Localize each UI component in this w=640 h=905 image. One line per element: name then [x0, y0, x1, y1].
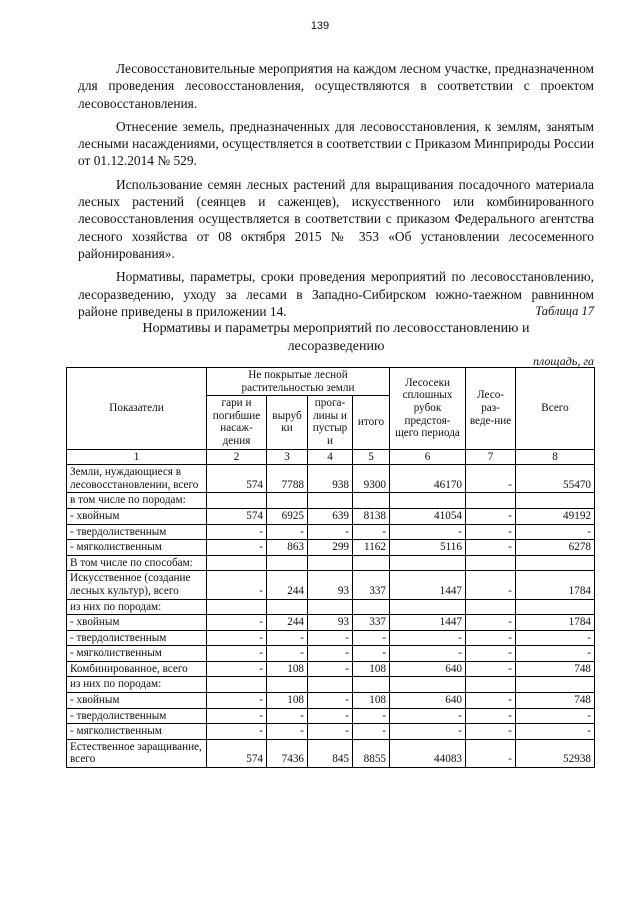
- table-cell: 299: [308, 540, 353, 556]
- table-cell: 6925: [267, 508, 308, 524]
- column-number-row: [67, 449, 595, 465]
- table-row: [67, 630, 595, 646]
- paragraph-2: Отнесение земель, предназначенных для лесовосстановления, к землям, занятым лесными насаждениями, осуществляется в соответствии с Приказом Минприроды России от 01.12.2014 № 529.: [78, 118, 594, 169]
- table-cell: [516, 555, 595, 571]
- header-glades: прога-лины и пустыр и: [308, 396, 353, 449]
- row-label: - мягколиственным: [67, 724, 207, 740]
- table-row: [67, 708, 595, 724]
- table-cell: [207, 493, 267, 509]
- table-cell: -: [466, 693, 516, 709]
- table-cell: [516, 493, 595, 509]
- table-cell: [353, 555, 390, 571]
- column-number: 3: [267, 449, 308, 465]
- table-cell: 44083: [390, 739, 466, 767]
- table-cell: [308, 493, 353, 509]
- column-number: 4: [308, 449, 353, 465]
- data-table: [66, 367, 595, 768]
- table-cell: [390, 493, 466, 509]
- table-cell: [267, 599, 308, 615]
- table-cell: -: [516, 724, 595, 740]
- row-label: - хвойным: [67, 693, 207, 709]
- table-cell: 244: [267, 615, 308, 631]
- row-label: В том числе по способам:: [67, 555, 207, 571]
- table-cell: -: [308, 524, 353, 540]
- table-cell: -: [516, 630, 595, 646]
- table-cell: 7788: [267, 465, 308, 493]
- column-number: 2: [207, 449, 267, 465]
- row-label: - хвойным: [67, 508, 207, 524]
- row-label: из них по породам:: [67, 677, 207, 693]
- table-cell: [390, 555, 466, 571]
- table-cell: -: [207, 661, 267, 677]
- table-cell: 748: [516, 693, 595, 709]
- table-cell: 93: [308, 571, 353, 599]
- body-text: [78, 60, 594, 326]
- row-label: в том числе по породам:: [67, 493, 207, 509]
- table-cell: 108: [353, 693, 390, 709]
- table-cell: 1447: [390, 615, 466, 631]
- header-afforestation: Лесо-раз-веде-ние: [466, 368, 516, 450]
- table-cell: -: [207, 571, 267, 599]
- table-cell: -: [466, 465, 516, 493]
- header-clearcuts: Лесосеки сплошных рубок предстоя-щего периода: [390, 368, 466, 450]
- row-label: из них по породам:: [67, 599, 207, 615]
- table-cell: -: [353, 524, 390, 540]
- paragraph-3: Использование семян лесных растений для выращивания посадочного материала лесных растений (сеянцев и саженцев), искусственного или комбинированного лесовосстановления осуществляется в соответствии с приказом Федерального агентства лесного хозяйства от 08 октября 2015 № 353 «Об установлении лесосеменного районирования».: [78, 176, 594, 261]
- row-label: - мягколиственным: [67, 646, 207, 662]
- table-cell: 1784: [516, 615, 595, 631]
- table-cell: 337: [353, 571, 390, 599]
- table-cell: -: [207, 646, 267, 662]
- table-row: [67, 508, 595, 524]
- table-cell: -: [390, 724, 466, 740]
- table-cell: 8855: [353, 739, 390, 767]
- table-cell: -: [207, 615, 267, 631]
- table-cell: [267, 555, 308, 571]
- table-cell: -: [466, 724, 516, 740]
- table-cell: -: [466, 661, 516, 677]
- row-label: - хвойным: [67, 615, 207, 631]
- row-label: Земли, нуждающиеся в лесовосстановлении, всего: [67, 465, 207, 493]
- table-cell: 640: [390, 693, 466, 709]
- table-cell: 863: [267, 540, 308, 556]
- table-cell: -: [390, 630, 466, 646]
- table-cell: -: [466, 708, 516, 724]
- table-cell: 108: [353, 661, 390, 677]
- row-label: - твердолиственным: [67, 630, 207, 646]
- table-cell: -: [353, 708, 390, 724]
- table-cell: [267, 493, 308, 509]
- table-cell: 52938: [516, 739, 595, 767]
- table-cell: -: [390, 708, 466, 724]
- table-cell: -: [267, 708, 308, 724]
- table-cell: [207, 677, 267, 693]
- table-row: [67, 493, 595, 509]
- table-row: [67, 540, 595, 556]
- table-cell: -: [466, 630, 516, 646]
- table-cell: -: [308, 708, 353, 724]
- table-cell: -: [466, 646, 516, 662]
- table-cell: -: [308, 630, 353, 646]
- table-row: [67, 693, 595, 709]
- table-cell: 8138: [353, 508, 390, 524]
- table-cell: 640: [390, 661, 466, 677]
- table-cell: 244: [267, 571, 308, 599]
- table-cell: 93: [308, 615, 353, 631]
- table-row: [67, 677, 595, 693]
- table-cell: -: [353, 724, 390, 740]
- column-number: 6: [390, 449, 466, 465]
- table-label: Таблица 17: [535, 304, 594, 318]
- table-cell: [353, 493, 390, 509]
- table-cell: 574: [207, 508, 267, 524]
- table-cell: -: [267, 646, 308, 662]
- table-row: [67, 724, 595, 740]
- paragraph-1: Лесовосстановительные мероприятия на каждом лесном участке, предназначенном для проведения лесовосстановления, осуществляются в соответствии с проектом лесовосстановления.: [78, 61, 594, 111]
- table-cell: 574: [207, 465, 267, 493]
- table-cell: 41054: [390, 508, 466, 524]
- column-number: 8: [516, 449, 595, 465]
- table-cell: 1162: [353, 540, 390, 556]
- row-label: - мягколиственным: [67, 540, 207, 556]
- table-cell: 108: [267, 693, 308, 709]
- table-row: [67, 646, 595, 662]
- table-cell: 639: [308, 508, 353, 524]
- table-row: [67, 555, 595, 571]
- table-row: [67, 739, 595, 767]
- table-cell: 845: [308, 739, 353, 767]
- table-cell: [390, 677, 466, 693]
- table-row: [67, 615, 595, 631]
- table-cell: [466, 555, 516, 571]
- table-cell: [267, 677, 308, 693]
- table-cell: -: [207, 540, 267, 556]
- table-body: [67, 449, 595, 767]
- table-cell: -: [466, 739, 516, 767]
- table-cell: 46170: [390, 465, 466, 493]
- table-cell: [207, 599, 267, 615]
- table-cell: -: [308, 693, 353, 709]
- table-cell: 6278: [516, 540, 595, 556]
- table-cell: [466, 493, 516, 509]
- table-cell: [353, 677, 390, 693]
- row-label: Комбинированное, всего: [67, 661, 207, 677]
- table-cell: [308, 599, 353, 615]
- table-cell: -: [308, 646, 353, 662]
- table-cell: -: [516, 524, 595, 540]
- table-cell: [516, 677, 595, 693]
- table-cell: 9300: [353, 465, 390, 493]
- table-row: [67, 524, 595, 540]
- table-cell: -: [267, 724, 308, 740]
- table-row: [67, 661, 595, 677]
- table-cell: 108: [267, 661, 308, 677]
- table-cell: [353, 599, 390, 615]
- units-label: площадь, га: [533, 354, 594, 368]
- table-cell: -: [466, 571, 516, 599]
- table-cell: -: [267, 630, 308, 646]
- column-number: 7: [466, 449, 516, 465]
- table-cell: 574: [207, 739, 267, 767]
- table-cell: [308, 677, 353, 693]
- table-cell: 337: [353, 615, 390, 631]
- table-cell: 49192: [516, 508, 595, 524]
- table-cell: 7436: [267, 739, 308, 767]
- table-cell: -: [466, 540, 516, 556]
- table-cell: [466, 677, 516, 693]
- table-cell: -: [466, 508, 516, 524]
- table-cell: -: [207, 524, 267, 540]
- table-cell: 938: [308, 465, 353, 493]
- row-label: Искусственное (создание лесных культур), всего: [67, 571, 207, 599]
- header-total: итого: [353, 396, 390, 449]
- table-cell: -: [207, 724, 267, 740]
- table-cell: 748: [516, 661, 595, 677]
- header-row-1: [67, 368, 595, 396]
- table-cell: -: [466, 524, 516, 540]
- table-cell: [390, 599, 466, 615]
- table-cell: -: [516, 646, 595, 662]
- table-cell: -: [390, 646, 466, 662]
- table-cell: -: [390, 524, 466, 540]
- header-cuttings: выруб ки: [267, 396, 308, 449]
- table-cell: 55470: [516, 465, 595, 493]
- table-cell: -: [466, 615, 516, 631]
- table-cell: [516, 599, 595, 615]
- table-cell: -: [353, 630, 390, 646]
- table-cell: -: [353, 646, 390, 662]
- table-cell: -: [516, 708, 595, 724]
- table-cell: [308, 555, 353, 571]
- table-cell: -: [308, 724, 353, 740]
- header-all: Всего: [516, 368, 595, 450]
- table-cell: -: [207, 630, 267, 646]
- row-label: - твердолиственным: [67, 708, 207, 724]
- column-number: 1: [67, 449, 207, 465]
- table-cell: -: [207, 708, 267, 724]
- table-cell: -: [267, 524, 308, 540]
- table-cell: 1784: [516, 571, 595, 599]
- table-title-line2: лесоразведению: [287, 339, 385, 354]
- table-row: [67, 465, 595, 493]
- row-label: - твердолиственным: [67, 524, 207, 540]
- paragraph-4: Нормативы, параметры, сроки проведения мероприятий по лесовосстановлению, лесоразведению, уходу за лесами в Западно-Сибирском южно-таежном равнинном районе приведены в приложении 14.: [78, 269, 594, 319]
- table-cell: [207, 555, 267, 571]
- table-cell: [466, 599, 516, 615]
- table-title: [78, 320, 594, 356]
- header-indicators: Показатели: [67, 368, 207, 450]
- table-cell: 1447: [390, 571, 466, 599]
- table-row: [67, 599, 595, 615]
- header-not-covered: Не покрытые лесной растительностью земли: [207, 368, 390, 396]
- page-number: 139: [310, 20, 330, 32]
- table-cell: -: [207, 693, 267, 709]
- table-row: [67, 571, 595, 599]
- table-cell: 5116: [390, 540, 466, 556]
- header-burns: гари и погибшие насаж-дения: [207, 396, 267, 449]
- column-number: 5: [353, 449, 390, 465]
- table-title-line1: Нормативы и параметры мероприятий по лесовосстановлению и: [142, 321, 530, 336]
- row-label: Естественное заращивание, всего: [67, 739, 207, 767]
- table-cell: -: [308, 661, 353, 677]
